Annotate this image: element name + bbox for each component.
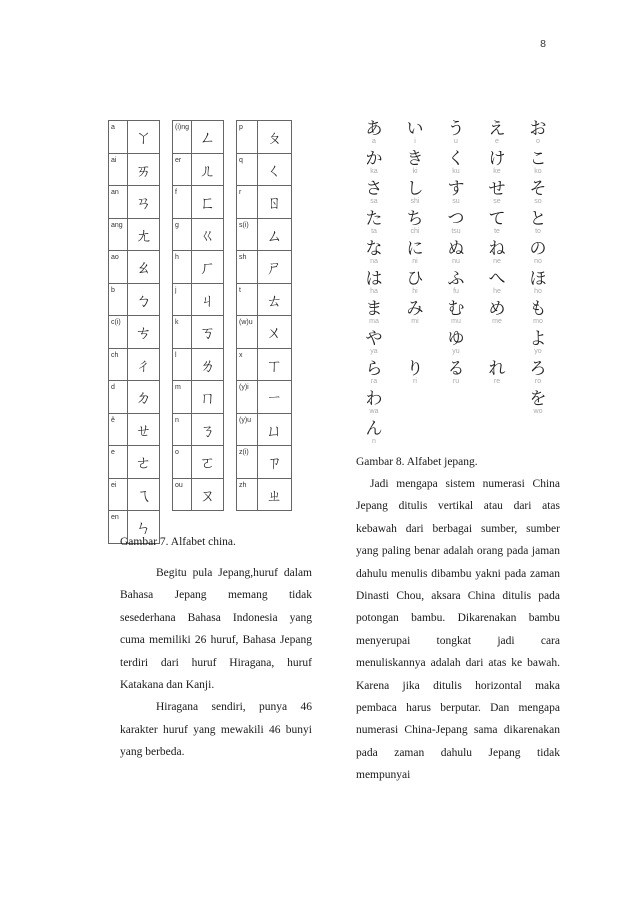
hiragana-row bbox=[356, 240, 568, 270]
hiragana-romanization: wo bbox=[533, 408, 543, 415]
hiragana-cell bbox=[356, 240, 392, 266]
hiragana-character: な bbox=[365, 239, 383, 259]
hiragana-character: わ bbox=[365, 389, 383, 409]
hiragana-romanization: ya bbox=[370, 348, 378, 355]
zhuyin-romanization: (i)ng bbox=[173, 121, 192, 153]
zhuyin-cell bbox=[236, 478, 292, 512]
hiragana-romanization: no bbox=[534, 258, 542, 265]
zhuyin-symbol: ㄓ bbox=[266, 485, 283, 505]
hiragana-cell bbox=[479, 210, 515, 236]
figure-8-caption: Gambar 8. Alfabet jepang. bbox=[356, 456, 478, 468]
hiragana-character: つ bbox=[447, 209, 465, 229]
zhuyin-romanization: (y)i bbox=[237, 381, 258, 413]
zhuyin-cell bbox=[108, 348, 160, 381]
hiragana-cell bbox=[356, 210, 392, 236]
hiragana-row bbox=[356, 300, 568, 330]
hiragana-cell bbox=[356, 180, 392, 206]
zhuyin-romanization: e bbox=[109, 446, 128, 478]
hiragana-character: も bbox=[529, 299, 547, 319]
zhuyin-romanization: q bbox=[237, 154, 258, 186]
figure-7-caption: Gambar 7. Alfabet china. bbox=[120, 536, 236, 548]
zhuyin-romanization: s(i) bbox=[237, 219, 258, 251]
zhuyin-symbol: ㄝ bbox=[135, 420, 152, 440]
zhuyin-romanization: p bbox=[237, 121, 258, 153]
hiragana-cell bbox=[356, 120, 392, 146]
hiragana-cell bbox=[397, 210, 433, 236]
hiragana-romanization: te bbox=[494, 228, 500, 235]
hiragana-row bbox=[356, 330, 568, 360]
hiragana-row bbox=[356, 120, 568, 150]
hiragana-romanization: to bbox=[535, 228, 541, 235]
zhuyin-romanization: ang bbox=[109, 219, 128, 251]
zhuyin-symbol: ㄊ bbox=[266, 290, 283, 310]
hiragana-romanization: su bbox=[452, 198, 460, 205]
hiragana-character: う bbox=[447, 119, 465, 139]
zhuyin-romanization: j bbox=[173, 284, 192, 316]
zhuyin-cell bbox=[236, 445, 292, 478]
zhuyin-cell bbox=[172, 250, 224, 283]
hiragana-character: め bbox=[488, 299, 506, 319]
hiragana-cell bbox=[479, 120, 515, 146]
zhuyin-symbol: ㄅ bbox=[135, 290, 152, 310]
hiragana-romanization: ka bbox=[370, 168, 378, 175]
hiragana-character: ろ bbox=[529, 359, 547, 379]
zhuyin-romanization: ai bbox=[109, 154, 128, 186]
paragraph-hiragana bbox=[120, 696, 312, 763]
hiragana-cell bbox=[438, 150, 474, 176]
hiragana-romanization: yu bbox=[452, 348, 460, 355]
hiragana-romanization: ra bbox=[370, 378, 378, 385]
zhuyin-symbol: ㄎ bbox=[199, 323, 216, 343]
hiragana-character: の bbox=[529, 239, 547, 259]
paragraph-numerasi: Jadi mengapa sistem numerasi China Jepang ditulis vertikal atau dari atas kebawah dari berbagai sumber, sumber yang paling benar adalah orang pada jaman dahulu menulis dibambu yakni pada zaman Dinasti Chou, aksara China ditulis pada potongan bambu. Dikarenakan bambu menyerupai tongkat jadi cara menuliskannya adalah dari atas ke bawah. Karena jika ditulis horizontal maka pembaca harus berputar. Dan mengapa numerasi China-Jepang sama dikarenakan pada zaman dahulu Jepang tidak mempunyai bbox=[356, 478, 560, 782]
zhuyin-romanization: ei bbox=[109, 479, 128, 511]
hiragana-character: ね bbox=[488, 239, 506, 259]
hiragana-cell bbox=[438, 270, 474, 296]
hiragana-cell bbox=[520, 210, 556, 236]
zhuyin-symbol: ㄞ bbox=[135, 160, 152, 180]
hiragana-chart bbox=[356, 120, 568, 450]
hiragana-romanization: sa bbox=[370, 198, 378, 205]
hiragana-character: こ bbox=[529, 149, 547, 169]
zhuyin-symbol: ㄟ bbox=[135, 485, 152, 505]
hiragana-cell bbox=[479, 240, 515, 266]
hiragana-character: け bbox=[488, 149, 506, 169]
zhuyin-symbol: ㄉ bbox=[135, 388, 152, 408]
hiragana-character: り bbox=[406, 359, 424, 379]
hiragana-cell bbox=[438, 180, 474, 206]
hiragana-cell bbox=[520, 240, 556, 266]
zhuyin-symbol: ㄇ bbox=[199, 388, 216, 408]
hiragana-romanization: ta bbox=[371, 228, 377, 235]
zhuyin-cell bbox=[172, 153, 224, 186]
hiragana-cell bbox=[397, 360, 433, 386]
hiragana-character: お bbox=[529, 119, 547, 139]
hiragana-romanization: hi bbox=[412, 288, 418, 295]
hiragana-cell bbox=[479, 360, 515, 386]
zhuyin-cell bbox=[172, 413, 224, 446]
hiragana-character: ん bbox=[365, 419, 383, 439]
hiragana-character: き bbox=[406, 149, 424, 169]
hiragana-character: ひ bbox=[406, 269, 424, 289]
zhuyin-symbol: ㄖ bbox=[266, 193, 283, 213]
zhuyin-symbol: ㄕ bbox=[266, 258, 283, 278]
zhuyin-cell bbox=[108, 445, 160, 478]
hiragana-cell bbox=[356, 150, 392, 176]
hiragana-romanization: ki bbox=[412, 168, 418, 175]
hiragana-romanization: ru bbox=[452, 378, 460, 385]
zhuyin-cell bbox=[172, 120, 224, 153]
hiragana-cell bbox=[520, 360, 556, 386]
zhuyin-symbol: ㄣ bbox=[135, 518, 152, 538]
zhuyin-cell bbox=[108, 185, 160, 218]
hiragana-cell bbox=[356, 330, 392, 356]
hiragana-character: か bbox=[365, 149, 383, 169]
zhuyin-symbol: ㄍ bbox=[199, 225, 216, 245]
zhuyin-romanization: k bbox=[173, 316, 192, 348]
hiragana-cell bbox=[520, 330, 556, 356]
zhuyin-cell bbox=[236, 283, 292, 316]
zhuyin-cell bbox=[236, 185, 292, 218]
hiragana-character: と bbox=[529, 209, 547, 229]
zhuyin-romanization: zh bbox=[237, 479, 258, 511]
zhuyin-symbol: ㄆ bbox=[266, 128, 283, 148]
zhuyin-cell bbox=[172, 445, 224, 478]
zhuyin-symbol: ㄛ bbox=[199, 453, 216, 473]
zhuyin-symbol: ㄩ bbox=[266, 420, 283, 440]
right-column-text bbox=[356, 473, 560, 787]
hiragana-cell bbox=[520, 120, 556, 146]
zhuyin-symbol: ㄡ bbox=[199, 485, 216, 505]
hiragana-character: は bbox=[365, 269, 383, 289]
hiragana-character: ぬ bbox=[447, 239, 465, 259]
zhuyin-romanization: c(i) bbox=[109, 316, 128, 348]
zhuyin-cell bbox=[108, 153, 160, 186]
zhuyin-cell bbox=[108, 413, 160, 446]
hiragana-cell bbox=[397, 180, 433, 206]
zhuyin-symbol: ㄥ bbox=[199, 128, 216, 148]
hiragana-romanization: fu bbox=[453, 288, 459, 295]
zhuyin-cell bbox=[172, 185, 224, 218]
hiragana-cell bbox=[397, 150, 433, 176]
hiragana-cell bbox=[438, 360, 474, 386]
hiragana-romanization: mo bbox=[533, 318, 543, 325]
zhuyin-romanization: ou bbox=[173, 479, 192, 511]
hiragana-cell bbox=[479, 180, 515, 206]
zhuyin-cell bbox=[172, 218, 224, 251]
hiragana-row bbox=[356, 390, 568, 420]
hiragana-cell bbox=[520, 390, 556, 416]
zhuyin-column-2 bbox=[172, 120, 224, 505]
hiragana-cell bbox=[438, 330, 474, 356]
zhuyin-cell bbox=[172, 380, 224, 413]
hiragana-cell bbox=[438, 210, 474, 236]
hiragana-romanization: shi bbox=[410, 198, 420, 205]
hiragana-character: ま bbox=[365, 299, 383, 319]
hiragana-romanization: mi bbox=[411, 318, 419, 325]
hiragana-romanization: nu bbox=[452, 258, 460, 265]
zhuyin-cell bbox=[108, 380, 160, 413]
zhuyin-cell bbox=[236, 413, 292, 446]
hiragana-cell bbox=[356, 300, 392, 326]
hiragana-romanization: mu bbox=[451, 318, 461, 325]
zhuyin-romanization: h bbox=[173, 251, 192, 283]
hiragana-cell bbox=[356, 270, 392, 296]
hiragana-cell bbox=[479, 150, 515, 176]
hiragana-romanization: re bbox=[493, 378, 501, 385]
zhuyin-cell bbox=[236, 315, 292, 348]
hiragana-character: あ bbox=[365, 119, 383, 139]
hiragana-cell bbox=[520, 270, 556, 296]
zhuyin-symbol: ㄙ bbox=[266, 225, 283, 245]
zhuyin-symbol: ㄌ bbox=[199, 355, 216, 375]
hiragana-character: を bbox=[529, 389, 547, 409]
hiragana-cell bbox=[479, 300, 515, 326]
zhuyin-romanization: a bbox=[109, 121, 128, 153]
zhuyin-alphabet-table bbox=[108, 120, 292, 538]
zhuyin-symbol: ㄠ bbox=[135, 258, 152, 278]
zhuyin-symbol: ㄧ bbox=[266, 388, 283, 408]
zhuyin-romanization: sh bbox=[237, 251, 258, 283]
zhuyin-cell bbox=[108, 250, 160, 283]
hiragana-romanization: ne bbox=[493, 258, 501, 265]
hiragana-romanization: ko bbox=[534, 168, 542, 175]
zhuyin-cell bbox=[172, 315, 224, 348]
hiragana-romanization: ku bbox=[452, 168, 460, 175]
paragraph-text: Begitu pula Jepang,huruf dalam Bahasa Jepang memang tidak sesederhana Bahasa Indonesia yang cuma memiliki 26 huruf, Bahasa Jepang terdiri dari huruf Hiragana, huruf Katakana dan Kanji. bbox=[120, 567, 312, 692]
hiragana-romanization: yo bbox=[534, 348, 542, 355]
zhuyin-symbol: ㄔ bbox=[135, 355, 152, 375]
hiragana-character: そ bbox=[529, 179, 547, 199]
hiragana-romanization: ma bbox=[369, 318, 379, 325]
hiragana-character: る bbox=[447, 359, 465, 379]
hiragana-romanization: ke bbox=[493, 168, 501, 175]
hiragana-romanization: ri bbox=[413, 378, 417, 385]
zhuyin-romanization: r bbox=[237, 186, 258, 218]
hiragana-cell bbox=[397, 270, 433, 296]
zhuyin-column-3 bbox=[236, 120, 292, 505]
hiragana-romanization: chi bbox=[410, 228, 420, 235]
hiragana-romanization: me bbox=[492, 318, 502, 325]
zhuyin-romanization: en bbox=[109, 511, 128, 543]
hiragana-cell bbox=[479, 270, 515, 296]
zhuyin-romanization: ao bbox=[109, 251, 128, 283]
hiragana-cell bbox=[520, 300, 556, 326]
hiragana-character: や bbox=[365, 329, 383, 349]
hiragana-romanization: e bbox=[495, 138, 499, 145]
zhuyin-romanization: d bbox=[109, 381, 128, 413]
zhuyin-cell bbox=[108, 283, 160, 316]
hiragana-character: し bbox=[406, 179, 424, 199]
zhuyin-romanization: x bbox=[237, 349, 258, 381]
hiragana-character: さ bbox=[365, 179, 383, 199]
hiragana-character: に bbox=[406, 239, 424, 259]
zhuyin-cell bbox=[172, 478, 224, 512]
zhuyin-romanization: ch bbox=[109, 349, 128, 381]
zhuyin-cell bbox=[108, 315, 160, 348]
zhuyin-cell bbox=[236, 218, 292, 251]
zhuyin-cell bbox=[236, 380, 292, 413]
hiragana-cell bbox=[397, 240, 433, 266]
zhuyin-symbol: ㄗ bbox=[266, 453, 283, 473]
hiragana-row bbox=[356, 210, 568, 240]
zhuyin-romanization: z(i) bbox=[237, 446, 258, 478]
zhuyin-symbol: ㄘ bbox=[135, 323, 152, 343]
zhuyin-romanization: (w)u bbox=[237, 316, 258, 348]
hiragana-cell bbox=[520, 150, 556, 176]
hiragana-row bbox=[356, 270, 568, 300]
zhuyin-symbol: ㄋ bbox=[199, 420, 216, 440]
hiragana-character: え bbox=[488, 119, 506, 139]
hiragana-romanization: ha bbox=[370, 288, 378, 295]
hiragana-romanization: se bbox=[493, 198, 501, 205]
hiragana-romanization: ni bbox=[412, 258, 418, 265]
left-column-text bbox=[120, 562, 312, 764]
zhuyin-cell bbox=[172, 348, 224, 381]
hiragana-character: み bbox=[406, 299, 424, 319]
hiragana-romanization: na bbox=[370, 258, 378, 265]
zhuyin-cell bbox=[108, 120, 160, 153]
zhuyin-romanization: n bbox=[173, 414, 192, 446]
hiragana-cell bbox=[438, 240, 474, 266]
zhuyin-romanization: f bbox=[173, 186, 192, 218]
zhuyin-symbol: ㄑ bbox=[266, 160, 283, 180]
hiragana-character: て bbox=[488, 209, 506, 229]
zhuyin-cell bbox=[108, 218, 160, 251]
zhuyin-romanization: ê bbox=[109, 414, 128, 446]
zhuyin-cell bbox=[236, 153, 292, 186]
zhuyin-romanization: an bbox=[109, 186, 128, 218]
hiragana-romanization: wa bbox=[369, 408, 379, 415]
zhuyin-romanization: g bbox=[173, 219, 192, 251]
hiragana-character: む bbox=[447, 299, 465, 319]
zhuyin-cell bbox=[172, 283, 224, 316]
hiragana-romanization: so bbox=[534, 198, 542, 205]
hiragana-cell bbox=[356, 360, 392, 386]
hiragana-row bbox=[356, 360, 568, 390]
hiragana-character: す bbox=[447, 179, 465, 199]
hiragana-character: ゆ bbox=[447, 329, 465, 349]
hiragana-romanization: i bbox=[414, 138, 416, 145]
hiragana-romanization: n bbox=[372, 438, 376, 445]
hiragana-row bbox=[356, 420, 568, 450]
hiragana-character: い bbox=[406, 119, 424, 139]
zhuyin-symbol: ㄏ bbox=[199, 258, 216, 278]
hiragana-character: ら bbox=[365, 359, 383, 379]
paragraph-huruf-jepang bbox=[120, 562, 312, 696]
hiragana-romanization: he bbox=[493, 288, 501, 295]
hiragana-character: ほ bbox=[529, 269, 547, 289]
hiragana-character: せ bbox=[488, 179, 506, 199]
hiragana-romanization: a bbox=[372, 138, 376, 145]
hiragana-cell bbox=[438, 120, 474, 146]
hiragana-romanization: ro bbox=[534, 378, 542, 385]
zhuyin-symbol: ㄐ bbox=[199, 290, 216, 310]
zhuyin-romanization: b bbox=[109, 284, 128, 316]
zhuyin-romanization: (y)u bbox=[237, 414, 258, 446]
page-number: 8 bbox=[540, 38, 546, 50]
zhuyin-symbol: ㄜ bbox=[135, 453, 152, 473]
zhuyin-romanization: l bbox=[173, 349, 192, 381]
zhuyin-romanization: t bbox=[237, 284, 258, 316]
hiragana-cell bbox=[356, 390, 392, 416]
zhuyin-symbol: ㄈ bbox=[199, 193, 216, 213]
hiragana-character: れ bbox=[488, 359, 506, 379]
zhuyin-cell bbox=[236, 348, 292, 381]
zhuyin-cell bbox=[108, 478, 160, 511]
hiragana-row bbox=[356, 150, 568, 180]
hiragana-cell bbox=[397, 120, 433, 146]
hiragana-character: く bbox=[447, 149, 465, 169]
hiragana-character: よ bbox=[529, 329, 547, 349]
hiragana-romanization: ho bbox=[534, 288, 542, 295]
hiragana-romanization: o bbox=[536, 138, 540, 145]
hiragana-cell bbox=[397, 300, 433, 326]
hiragana-row bbox=[356, 180, 568, 210]
hiragana-character: ふ bbox=[447, 269, 465, 289]
hiragana-romanization: tsu bbox=[451, 228, 461, 235]
hiragana-character: た bbox=[365, 209, 383, 229]
hiragana-character: ち bbox=[406, 209, 424, 229]
zhuyin-cell bbox=[236, 250, 292, 283]
paragraph-text: Hiragana sendiri, punya 46 karakter huruf yang mewakili 46 bunyi yang berbeda. bbox=[120, 701, 312, 759]
zhuyin-column-1 bbox=[108, 120, 160, 538]
hiragana-character: へ bbox=[488, 269, 506, 289]
hiragana-cell bbox=[356, 420, 392, 446]
zhuyin-romanization: m bbox=[173, 381, 192, 413]
zhuyin-romanization: er bbox=[173, 154, 192, 186]
zhuyin-symbol: ㄨ bbox=[266, 323, 283, 343]
zhuyin-romanization: o bbox=[173, 446, 192, 478]
hiragana-romanization: u bbox=[454, 138, 458, 145]
zhuyin-symbol: ㄤ bbox=[135, 225, 152, 245]
hiragana-cell bbox=[438, 300, 474, 326]
zhuyin-symbol: ㄒ bbox=[266, 355, 283, 375]
zhuyin-symbol: ㄚ bbox=[135, 128, 152, 148]
zhuyin-symbol: ㄢ bbox=[135, 193, 152, 213]
hiragana-cell bbox=[520, 180, 556, 206]
zhuyin-cell bbox=[236, 120, 292, 153]
zhuyin-symbol: ㄦ bbox=[199, 160, 216, 180]
